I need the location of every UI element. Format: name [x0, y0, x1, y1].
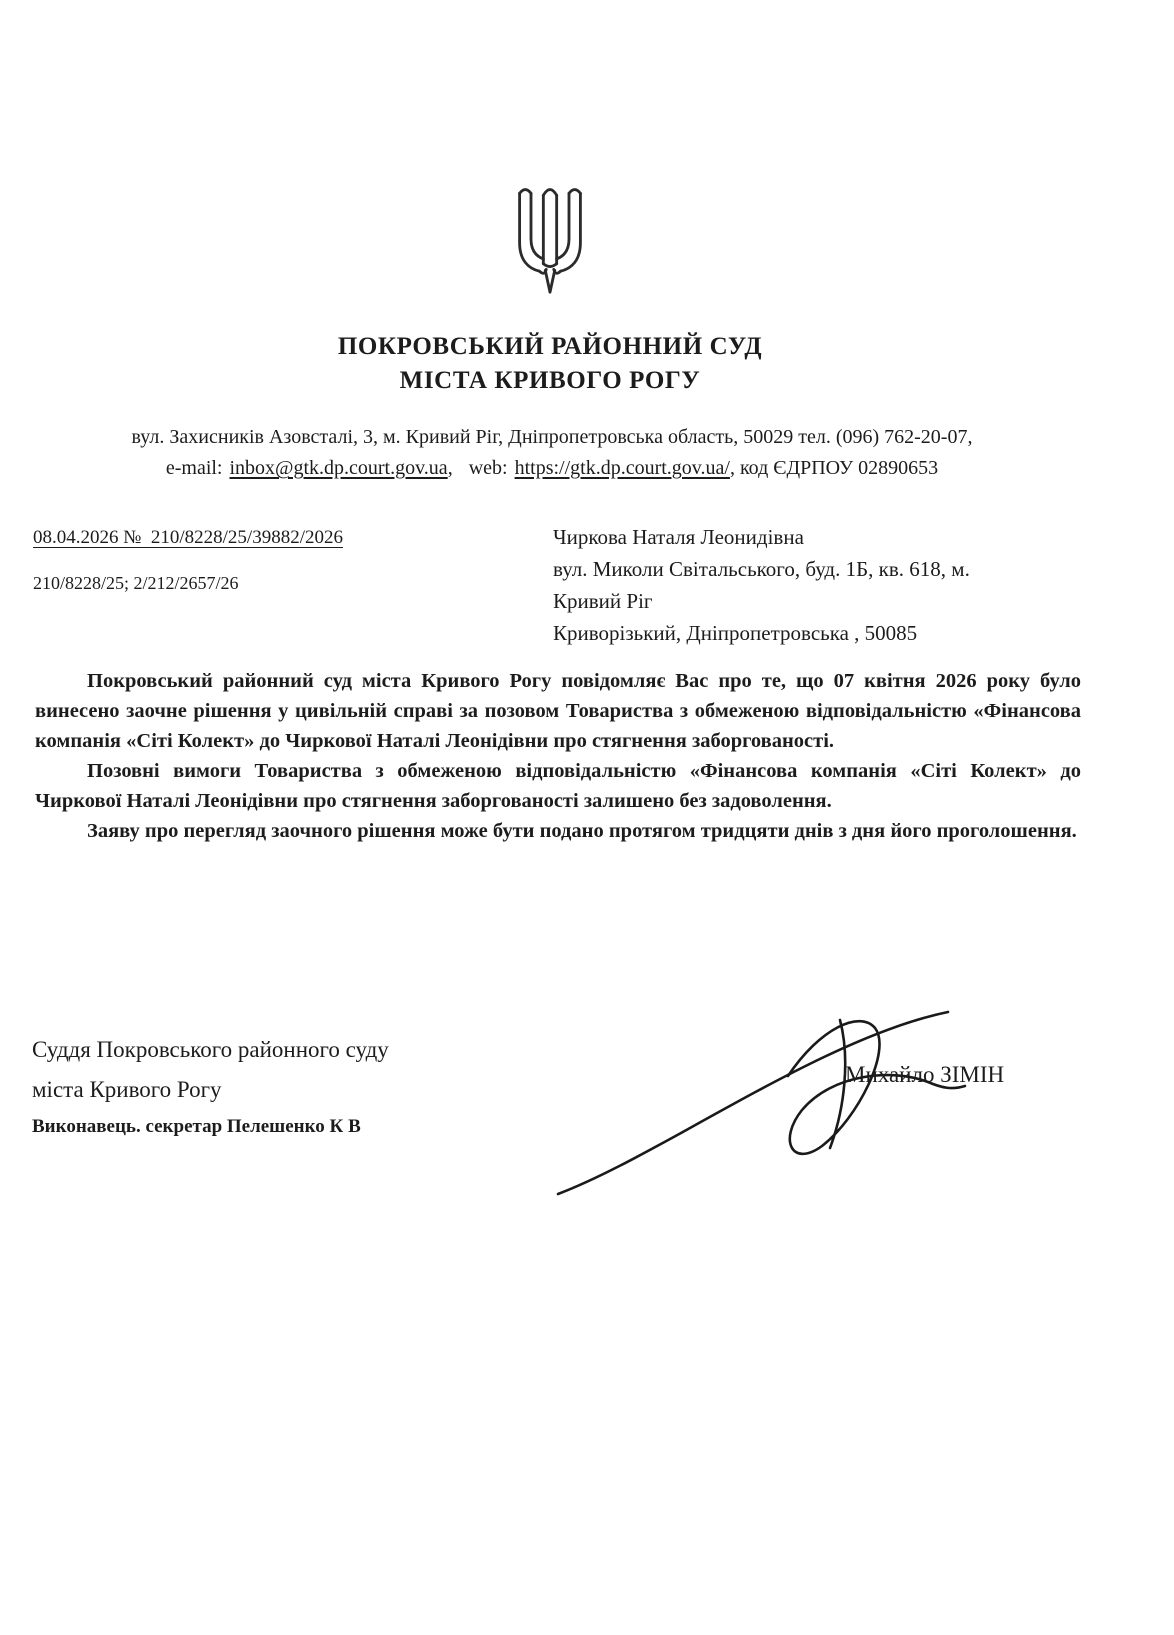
- web-link[interactable]: https://gtk.dp.court.gov.ua/: [514, 457, 730, 479]
- reference-block: [33, 527, 343, 594]
- recipient-address-line3: Криворізький, Дніпропетровська , 50085: [553, 621, 918, 645]
- court-name-line2: МІСТА КРИВОГО РОГУ: [399, 367, 701, 394]
- recipient-address-line2: Кривий Ріг: [553, 589, 653, 613]
- case-numbers: 210/8228/25; 2/212/2657/26: [33, 573, 239, 593]
- body-paragraph-2: Позовні вимоги Товариства з обмеженою відповідальністю «Фінансова компанія «Сіті Колект» до Чиркової Наталі Леонідівни про стягнення заборгованості залишено без задоволення.: [35, 760, 1081, 812]
- executor-line: Виконавець. секретар Пелешенко К В: [32, 1116, 361, 1137]
- judge-title-line2: міста Кривого Рогу: [32, 1077, 222, 1102]
- trident-icon: [507, 182, 593, 296]
- recipient-block: [553, 521, 1083, 649]
- court-address: вул. Захисників Азовсталі, 3, м. Кривий Ріг, Дніпропетровська область, 50029 тел. (096) 762-20-07,: [131, 426, 973, 448]
- recipient-address-line1: вул. Миколи Світальського, буд. 1Б, кв. 618, м.: [553, 557, 970, 581]
- outgoing-date-number: 08.04.2026 № 210/8228/25/39882/2026: [33, 527, 343, 548]
- recipient-name: Чиркова Наталя Леонидівна: [553, 525, 804, 549]
- body-paragraph-3: Заяву про перегляд заочного рішення може бути подано протягом тридцяти днів з дня його проголошення.: [87, 820, 1077, 842]
- judge-title-line1: Суддя Покровського районного суду: [32, 1037, 389, 1062]
- web-label: web:: [468, 457, 508, 479]
- letter-body: [35, 666, 1081, 846]
- court-name-line1: ПОКРОВСЬКИЙ РАЙОННИЙ СУД: [337, 333, 763, 360]
- email-label: e-mail:: [165, 457, 223, 479]
- contact-line: [0, 453, 1104, 484]
- ukraine-trident-emblem: [507, 182, 593, 296]
- court-name: [0, 330, 1100, 398]
- judge-name: Михайло ЗІМІН: [845, 1062, 1005, 1087]
- email-link[interactable]: inbox@gtk.dp.court.gov.ua: [229, 457, 448, 479]
- comma-separator: ,: [447, 457, 453, 479]
- signatory-block: [32, 1030, 389, 1138]
- letterhead-contact: [0, 422, 1104, 484]
- body-paragraph-1: Покровський районний суд міста Кривого Рогу повідомляє Вас про те, що 07 квітня 2026 року було винесено заочне рішення у цивільній справі за позовом Товариства з обмеженою відповідальністю «Фінансова компанія «Сіті Колект» до Чиркової Наталі Леонідівни про стягнення заборгованості.: [35, 670, 1081, 752]
- edrpou-code: , код ЄДРПОУ 02890653: [729, 457, 939, 479]
- handwritten-signature: [540, 998, 970, 1208]
